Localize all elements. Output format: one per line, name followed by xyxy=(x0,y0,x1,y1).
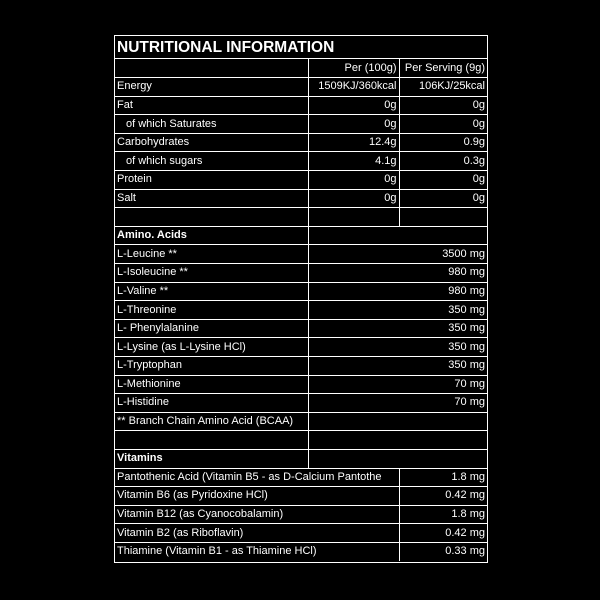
vitamin-value: 1.8 mg xyxy=(399,468,487,487)
vitamins-heading-row xyxy=(115,449,487,468)
amino-name: L-Threonine xyxy=(115,301,308,320)
amino-name: L-Leucine ** xyxy=(115,245,308,264)
amino-row xyxy=(115,394,487,413)
nutrient-per-100g: 0g xyxy=(308,96,399,115)
nutrient-per-serving: 0.3g xyxy=(399,152,487,171)
vitamin-row xyxy=(115,487,487,506)
vitamin-name: Vitamin B12 (as Cyanocobalamin) xyxy=(115,505,399,524)
amino-name: L-Methionine xyxy=(115,375,308,394)
amino-name: L-Histidine xyxy=(115,394,308,413)
spacer-cell xyxy=(308,431,487,450)
header-empty-cell xyxy=(115,59,308,78)
amino-row xyxy=(115,264,487,283)
amino-name: L-Valine ** xyxy=(115,282,308,301)
amino-value: 980 mg xyxy=(308,264,487,283)
vitamin-name: Thiamine (Vitamin B1 - as Thiamine HCl) xyxy=(115,542,399,561)
vitamin-row xyxy=(115,524,487,543)
nutrient-row xyxy=(115,96,487,115)
spacer-row xyxy=(115,208,487,227)
header-per-serving: Per Serving (9g) xyxy=(399,59,487,78)
nutrient-per-serving: 106KJ/25kcal xyxy=(399,78,487,97)
vitamin-value: 0.42 mg xyxy=(399,524,487,543)
nutrient-row xyxy=(115,133,487,152)
vitamin-row xyxy=(115,505,487,524)
nutrient-per-100g: 0g xyxy=(308,189,399,208)
amino-row xyxy=(115,357,487,376)
vitamin-name: Vitamin B2 (as Riboflavin) xyxy=(115,524,399,543)
vitamin-row xyxy=(115,542,487,561)
spacer-cell xyxy=(399,208,487,227)
amino-heading-value-cell xyxy=(308,226,487,245)
header-per-100g: Per (100g) xyxy=(308,59,399,78)
vitamin-value: 1.8 mg xyxy=(399,505,487,524)
nutrient-name: Salt xyxy=(115,189,308,208)
nutrient-per-serving: 0g xyxy=(399,189,487,208)
nutrition-table xyxy=(115,59,487,561)
amino-heading: Amino. Acids xyxy=(115,226,308,245)
amino-name: L-Lysine (as L-Lysine HCl) xyxy=(115,338,308,357)
nutrient-per-100g: 0g xyxy=(308,115,399,134)
nutrient-row xyxy=(115,115,487,134)
nutrient-name: Energy xyxy=(115,78,308,97)
amino-value: 350 mg xyxy=(308,338,487,357)
amino-row xyxy=(115,301,487,320)
nutrient-name: of which sugars xyxy=(115,152,308,171)
nutrient-row xyxy=(115,152,487,171)
nutrition-panel xyxy=(114,35,488,563)
header-row xyxy=(115,59,487,78)
vitamin-value: 0.42 mg xyxy=(399,487,487,506)
amino-heading-row xyxy=(115,226,487,245)
nutrient-per-100g: 4.1g xyxy=(308,152,399,171)
vitamins-heading-value-cell xyxy=(308,449,487,468)
nutrient-per-serving: 0g xyxy=(399,115,487,134)
nutrient-row xyxy=(115,171,487,190)
nutrient-per-100g: 1509KJ/360kcal xyxy=(308,78,399,97)
nutrient-per-serving: 0.9g xyxy=(399,133,487,152)
amino-name: L-Tryptophan xyxy=(115,357,308,376)
nutrient-name: Fat xyxy=(115,96,308,115)
amino-footnote-row xyxy=(115,412,487,431)
vitamin-row xyxy=(115,468,487,487)
amino-name: L-Isoleucine ** xyxy=(115,264,308,283)
spacer-cell xyxy=(115,208,308,227)
amino-value: 70 mg xyxy=(308,375,487,394)
amino-value: 980 mg xyxy=(308,282,487,301)
amino-row xyxy=(115,319,487,338)
nutrient-name: Carbohydrates xyxy=(115,133,308,152)
nutrient-name: of which Saturates xyxy=(115,115,308,134)
amino-row xyxy=(115,245,487,264)
spacer-row xyxy=(115,431,487,450)
vitamin-name: Vitamin B6 (as Pyridoxine HCl) xyxy=(115,487,399,506)
amino-value: 350 mg xyxy=(308,357,487,376)
nutrient-per-serving: 0g xyxy=(399,171,487,190)
vitamins-heading: Vitamins xyxy=(115,449,308,468)
amino-value: 3500 mg xyxy=(308,245,487,264)
amino-value: 350 mg xyxy=(308,301,487,320)
amino-row xyxy=(115,338,487,357)
nutrient-per-serving: 0g xyxy=(399,96,487,115)
amino-value: 70 mg xyxy=(308,394,487,413)
panel-title: NUTRITIONAL INFORMATION xyxy=(115,36,487,59)
amino-footnote: ** Branch Chain Amino Acid (BCAA) xyxy=(115,412,308,431)
vitamin-name: Pantothenic Acid (Vitamin B5 - as D-Calcium Pantothe xyxy=(115,468,399,487)
nutrient-name: Protein xyxy=(115,171,308,190)
vitamin-value: 0.33 mg xyxy=(399,542,487,561)
amino-name: L- Phenylalanine xyxy=(115,319,308,338)
spacer-cell xyxy=(308,208,399,227)
amino-row xyxy=(115,282,487,301)
amino-value: 350 mg xyxy=(308,319,487,338)
nutrient-per-100g: 0g xyxy=(308,171,399,190)
nutrient-per-100g: 12.4g xyxy=(308,133,399,152)
amino-footnote-value-cell xyxy=(308,412,487,431)
nutrient-row xyxy=(115,189,487,208)
spacer-cell xyxy=(115,431,308,450)
amino-row xyxy=(115,375,487,394)
nutrient-row xyxy=(115,78,487,97)
